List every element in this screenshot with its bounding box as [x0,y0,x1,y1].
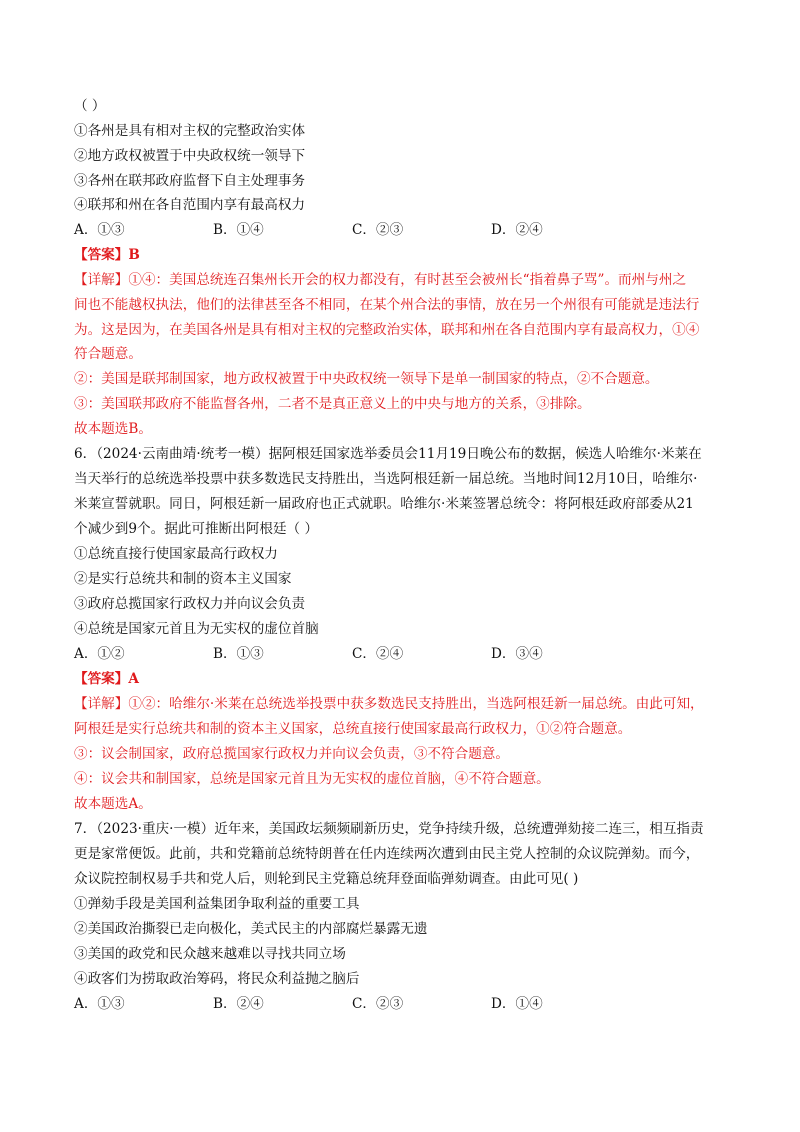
q5-item-2: ②地方政权被置于中央政权统一领导下 [74,148,306,164]
q6-item-1: ①总统直接行使国家最高行政权力 [74,546,278,562]
q5-conclusion: 故本题选B。 [74,421,152,437]
q6-stem-line: 当天举行的总统选举投票中获多数选民支持胜出，当选阿根廷新一届总统。当地时间12月10日，哈维尔· [74,471,698,487]
q6-detail-line: ④：议会共和制国家，总统是国家元首且为无实权的虚位首脑，④不符合题意。 [74,771,550,787]
q5-option-c: C．②③ [352,222,404,238]
q6-detail-line: 阿根廷是实行总统共和制的资本主义国家，总统直接行使国家最高行政权力，①②符合题意。 [74,721,632,737]
q5-detail-line: 符合题意。 [74,346,142,362]
q7-option-a: A．①③ [74,996,125,1012]
q5-detail-line: 【详解】①④：美国总统连召集州长开会的权力都没有，有时甚至会被州长“指着鼻子骂”。而州与州之 [74,272,687,288]
q6-detail-line: 【详解】①②：哈维尔·米莱在总统选举投票中获多数选民支持胜出，当选阿根廷新一届总统。由此可知， [74,696,704,712]
q6-item-3: ③政府总揽国家行政权力并向议会负责 [74,596,306,612]
q6-item-2: ②是实行总统共和制的资本主义国家 [74,571,292,587]
q6-option-a: A．①② [74,646,125,662]
q5-detail-line: ③：美国联邦政府不能监督各州，二者不是真正意义上的中央与地方的关系，③排除。 [74,396,591,412]
q7-option-c: C．②③ [352,996,404,1012]
q6-option-d: D．③④ [491,646,543,662]
q7-stem-line: 更是家常便饭。此前，共和党籍前总统特朗普在任内连续两次遭到由民主党人控制的众议院弹劾。而今， [74,846,700,862]
q7-option-d: D．①④ [491,996,543,1012]
q6-stem-line: 米莱宣誓就职。同日，阿根廷新一届政府也正式就职。哈维尔·米莱签署总统令：将阿根廷政府部委从21 [74,496,694,512]
q5-detail-line: ②：美国是联邦制国家，地方政权被置于中央政权统一领导下是单一制国家的特点，②不合题意。 [74,371,659,387]
q5-answer-bracket: （ ） [74,98,106,114]
q5-detail-line: 为。这是因为，在美国各州是具有相对主权的完整政治实体，联邦和州在各自范围内享有最高权力，①④ [74,322,700,338]
q5-detail-line: 间也不能越权执法，他们的法律甚至各不相同，在某个州合法的事情，放在另一个州很有可能就是违法行 [74,297,700,313]
q6-conclusion: 故本题选A。 [74,796,152,812]
q6-option-c: C．②④ [352,646,404,662]
q5-answer: 【答案】B [74,247,140,263]
q7-item-2: ②美国政治撕裂已走向极化，美式民主的内部腐烂暴露无遗 [74,921,428,937]
q5-item-1: ①各州是具有相对主权的完整政治实体 [74,123,306,139]
q6-stem-line: 个减少到9个。据此可推断出阿根廷（ ） [74,521,319,537]
q7-stem-line: 7．（2023·重庆·一模）近年来，美国政坛频频刷新历史，党争持续升级，总统遭弹劾接二连三，相互指责 [74,821,704,837]
q6-detail-line: ③：议会制国家，政府总揽国家行政权力并向议会负责，③不符合题意。 [74,746,509,762]
q6-option-b: B．①③ [213,646,264,662]
q5-option-d: D．②④ [491,222,543,238]
q5-option-b: B．①④ [213,222,264,238]
q5-option-a: A．①③ [74,222,125,238]
q7-item-1: ①弹劾手段是美国利益集团争取利益的重要工具 [74,896,360,912]
q6-answer: 【答案】A [74,671,139,687]
q5-item-4: ④联邦和州在各自范围内享有最高权力 [74,197,306,213]
q7-stem-line: 众议院控制权易手共和党人后，则轮到民主党籍总统拜登面临弹劾调查。由此可见( ) [74,871,579,887]
q7-item-4: ④政客们为捞取政治筹码，将民众利益抛之脑后 [74,971,360,987]
q5-item-3: ③各州在联邦政府监督下自主处理事务 [74,173,306,189]
q7-option-b: B．②④ [213,996,264,1012]
q7-item-3: ③美国的政党和民众越来越难以寻找共同立场 [74,946,346,962]
q6-stem-line: 6．（2024·云南曲靖·统考一模）据阿根廷国家选举委员会11月19日晚公布的数据，候选人哈维尔·米莱在 [74,446,702,462]
q6-item-4: ④总统是国家元首且为无实权的虚位首脑 [74,621,319,637]
